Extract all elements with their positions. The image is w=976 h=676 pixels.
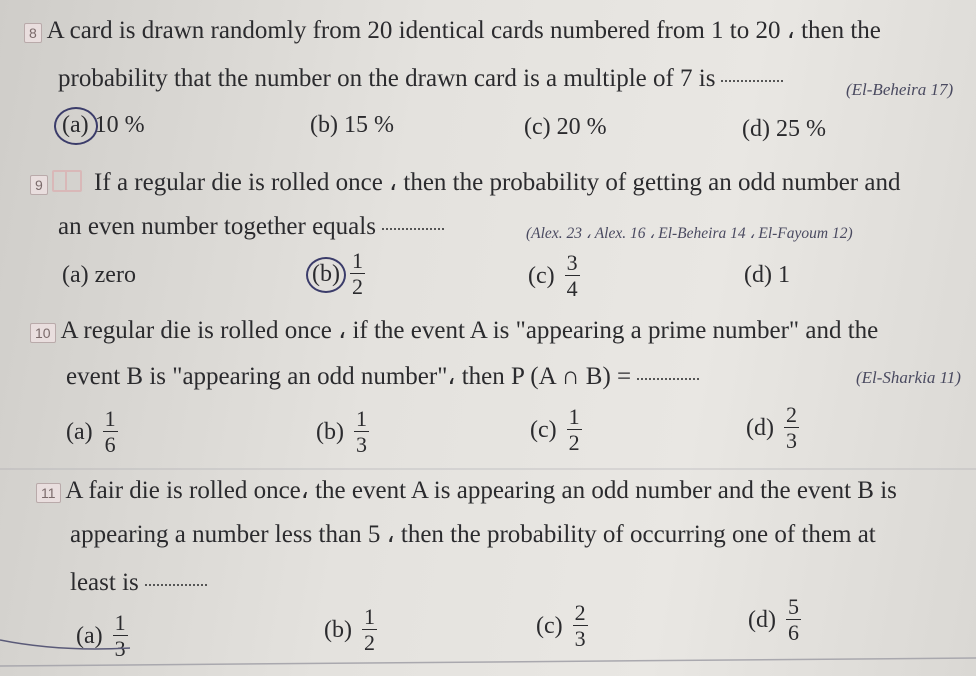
page-edge-line: [0, 658, 976, 666]
numerator: 1: [351, 248, 363, 273]
q9-answer-blank: [382, 228, 444, 230]
option-value: 25 %: [775, 116, 826, 142]
option-label: (c): [530, 416, 557, 443]
fraction: [784, 404, 799, 452]
option-label: (a): [66, 418, 93, 445]
denominator: 6: [104, 432, 116, 457]
denominator: 3: [574, 626, 586, 651]
q8-option-b[interactable]: [310, 112, 394, 139]
fraction: [567, 406, 582, 454]
q10-option-c[interactable]: [530, 406, 582, 454]
denominator: 3: [114, 636, 126, 661]
option-value: 20 %: [556, 114, 607, 140]
q8-option-c[interactable]: [524, 114, 607, 141]
q8-text-line2: probability that the number on the drawn card is a multiple of 7 is: [58, 65, 716, 92]
denominator: 4: [566, 276, 578, 301]
option-label: (d): [748, 606, 776, 633]
q8-line2: [58, 66, 783, 91]
denominator: 2: [363, 630, 375, 655]
denominator: 2: [351, 274, 363, 299]
option-label: (d): [742, 116, 770, 142]
q9-text-line2: an even number together equals: [58, 213, 376, 240]
book-icon: [52, 170, 82, 192]
fraction: [354, 408, 369, 456]
option-label: (d): [746, 414, 774, 441]
option-value: 1: [777, 262, 790, 288]
option-label: (b): [312, 260, 340, 287]
denominator: 3: [355, 432, 367, 457]
option-value: zero: [94, 262, 136, 288]
q10-option-b[interactable]: [316, 408, 369, 456]
q10-line1: [30, 318, 878, 343]
numerator: 3: [566, 250, 578, 275]
option-label: (c): [524, 114, 551, 140]
q11-answer-blank: [145, 584, 207, 586]
q11-line3: [70, 570, 207, 595]
fraction: [350, 250, 365, 298]
q11-number: 11: [36, 483, 61, 503]
numerator: 1: [568, 404, 580, 429]
denominator: 3: [785, 428, 797, 453]
fraction: [565, 252, 580, 300]
numerator: 2: [574, 600, 586, 625]
q8-option-d[interactable]: [742, 116, 826, 143]
q10-source: (El-Sharkia 11): [856, 368, 961, 387]
q9-number: 9: [30, 175, 48, 195]
q11-text-line2: appearing a number less than 5 ، then the probability of occurring one of them at: [70, 521, 876, 548]
q9-option-c[interactable]: [528, 252, 580, 300]
option-label: (c): [536, 612, 563, 639]
option-value: 10 %: [94, 112, 145, 138]
option-label: (a): [62, 112, 89, 138]
q9-line2: [58, 214, 444, 239]
numerator: 5: [787, 594, 799, 619]
q9-text-line1: If a regular die is rolled once ، then the probability of getting an odd number and: [94, 169, 901, 196]
q8-text-line1: A card is drawn randomly from 20 identical cards numbered from 1 to 20 ، then the: [46, 17, 881, 44]
q11-text-line3: least is: [70, 569, 139, 596]
option-label: (b): [310, 112, 338, 138]
q10-text-line1: A regular die is rolled once ، if the event A is "appearing a prime number" and the: [60, 317, 879, 344]
fraction: [103, 408, 118, 456]
denominator: 2: [568, 430, 580, 455]
q9-option-a[interactable]: [62, 262, 136, 289]
numerator: 1: [363, 604, 375, 629]
q8-line1: [24, 18, 881, 43]
q8-option-a[interactable]: [62, 112, 145, 139]
option-value: 15 %: [343, 112, 394, 138]
section-divider: [0, 468, 976, 470]
q8-answer-blank: [721, 80, 783, 82]
option-label: (b): [324, 616, 352, 643]
q9-option-d[interactable]: [744, 262, 790, 289]
q9-line1: [30, 170, 900, 195]
q9-option-b[interactable]: [312, 250, 365, 298]
numerator: 1: [114, 610, 126, 635]
q11-text-line1: A fair die is rolled once، the event A is appearing an odd number and the event B is: [65, 477, 897, 504]
q9-source: (Alex. 23 ، Alex. 16 ، El-Beheira 14 ، El-Fayoum 12): [526, 225, 853, 242]
q10-line2: [66, 364, 699, 389]
option-label: (a): [62, 262, 89, 288]
numerator: 1: [355, 406, 367, 431]
option-label: (d): [744, 262, 772, 288]
q10-text-line2: event B is "appearing an odd number"، then P (A ∩ B) =: [66, 363, 632, 390]
q11-line1: [36, 478, 897, 503]
denominator: 6: [787, 620, 799, 645]
pen-stroke: [0, 640, 130, 649]
q11-line2: [70, 522, 876, 547]
numerator: 1: [104, 406, 116, 431]
q10-answer-blank: [637, 378, 699, 380]
q10-option-d[interactable]: [746, 404, 799, 452]
option-label: (a): [76, 622, 103, 649]
q8-source: (El-Beheira 17): [846, 80, 954, 99]
q10-number: 10: [30, 323, 56, 343]
option-label: (c): [528, 262, 555, 289]
option-label: (b): [316, 418, 344, 445]
q10-option-a[interactable]: [66, 408, 118, 456]
q8-number: 8: [24, 23, 42, 43]
numerator: 2: [785, 402, 797, 427]
page-edge-strokes: [0, 600, 976, 676]
